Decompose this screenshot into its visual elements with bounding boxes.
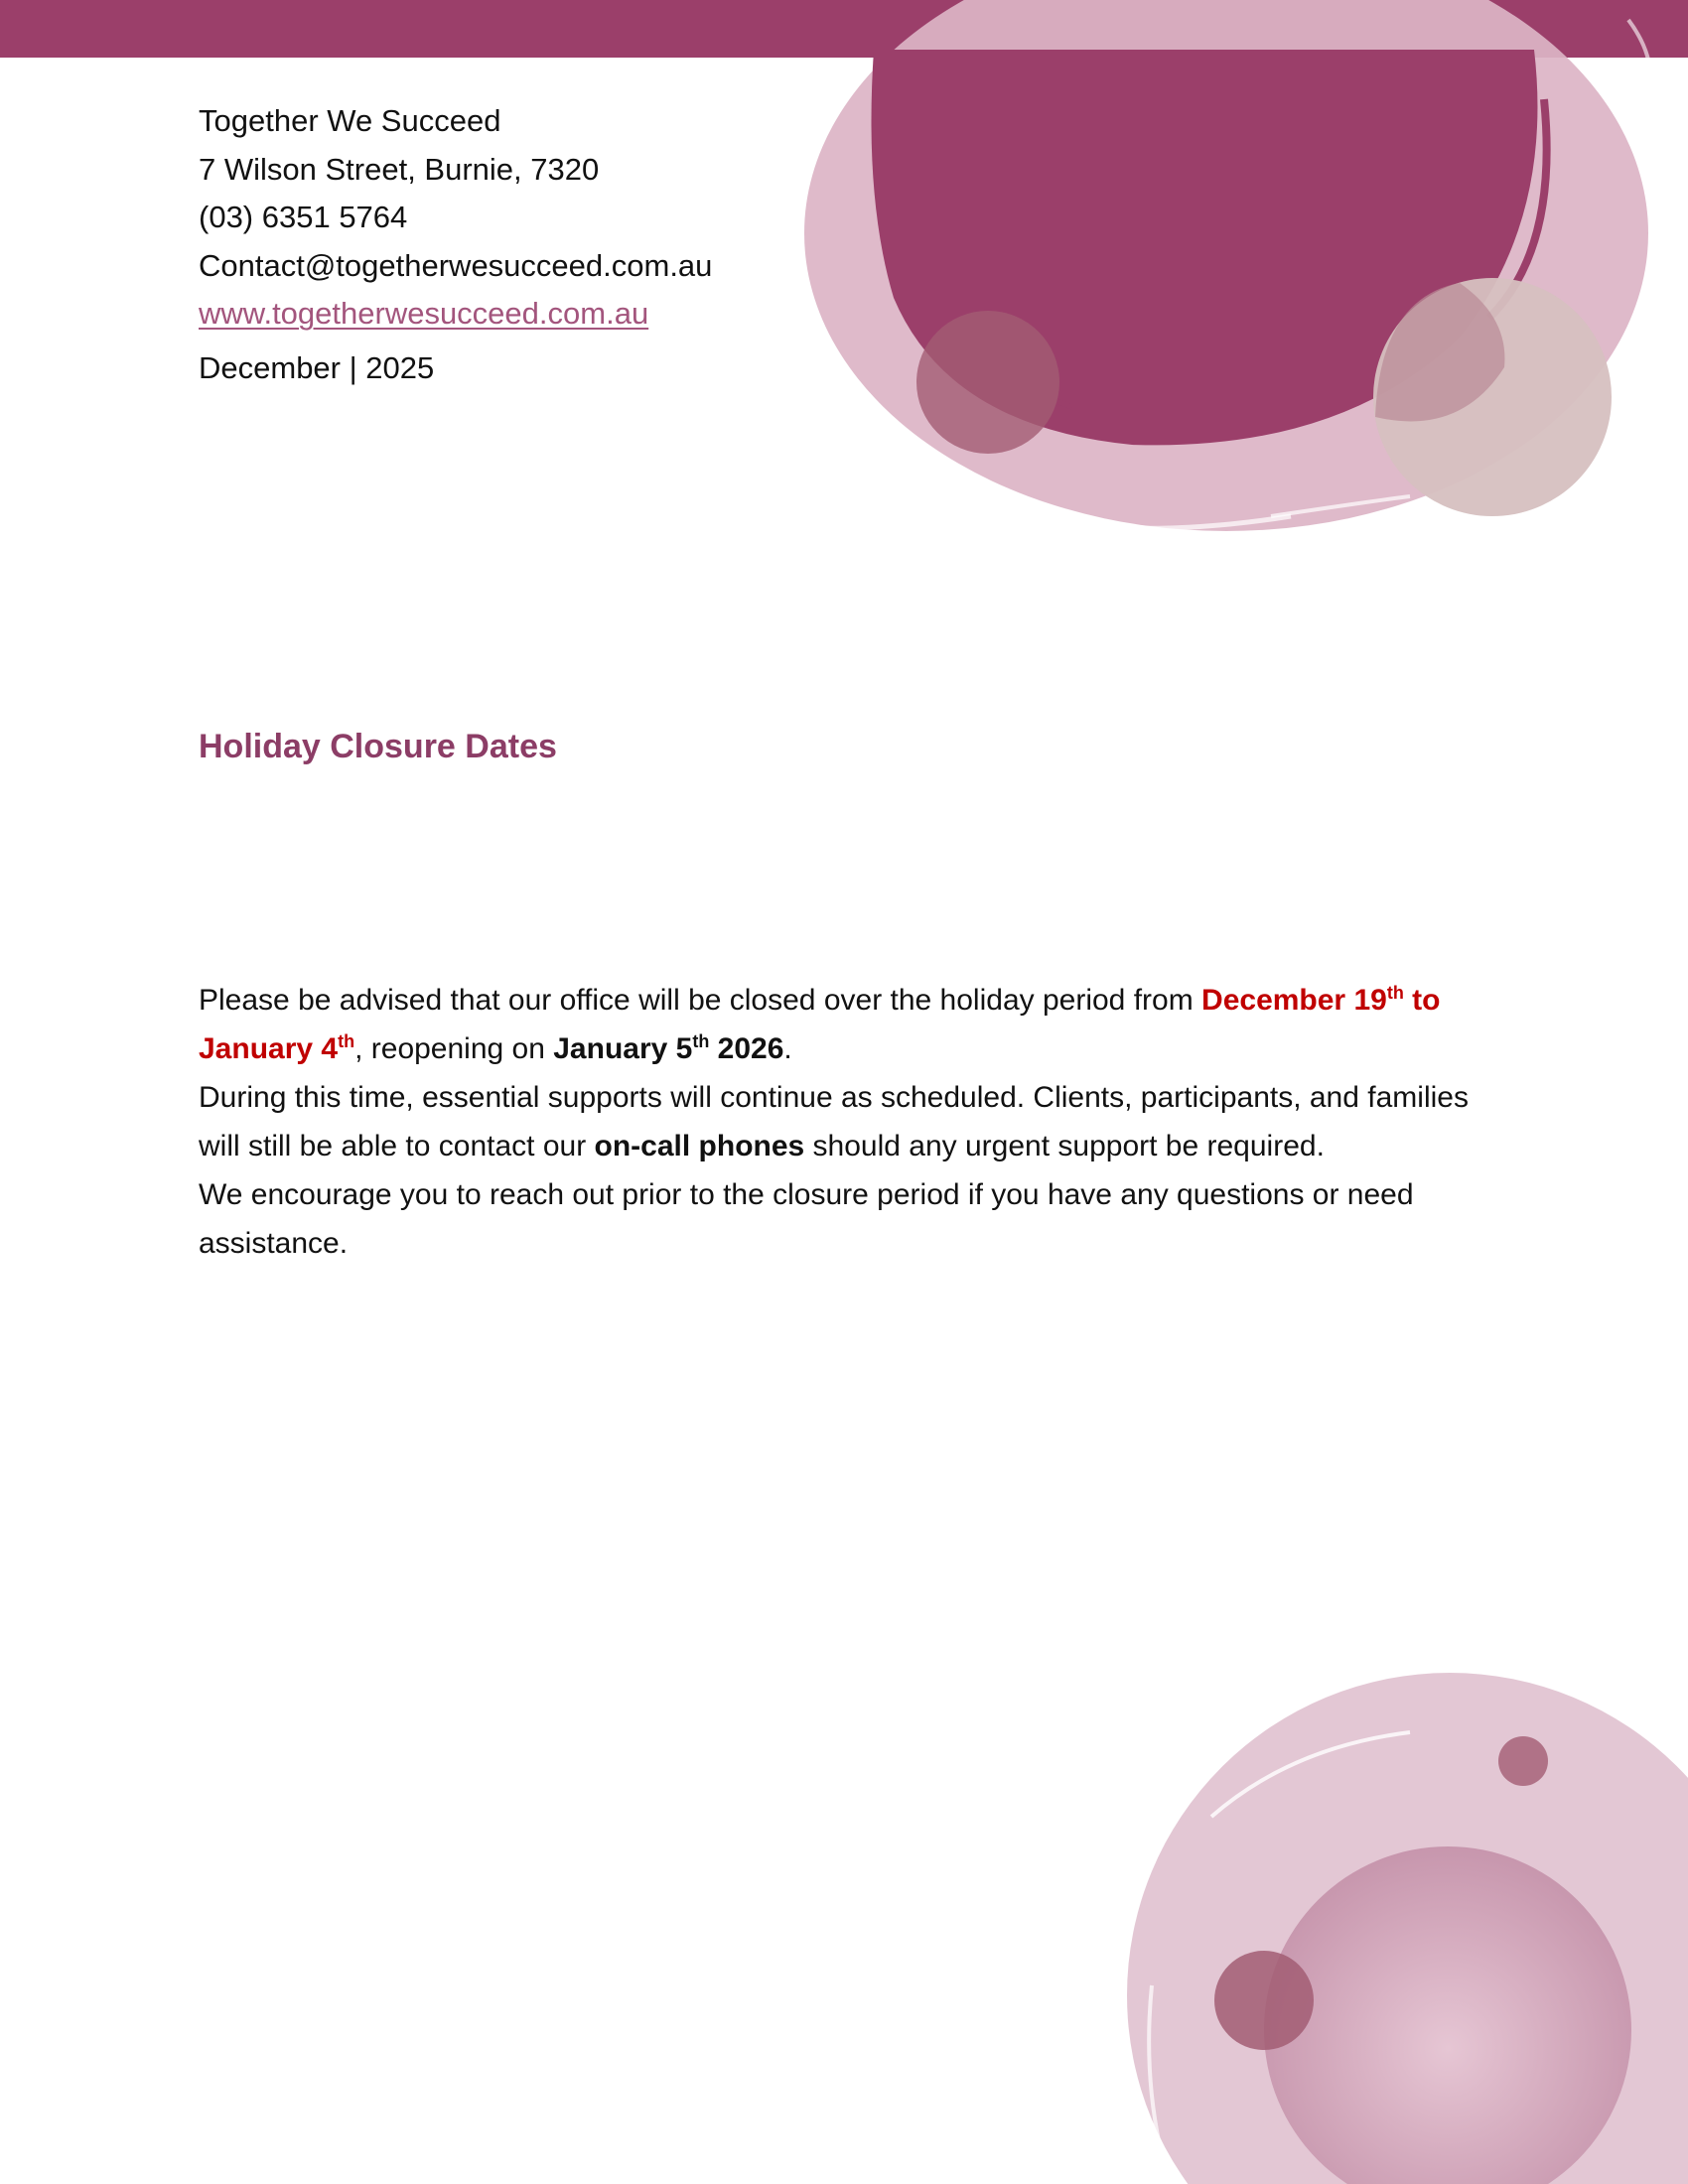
notice-body xyxy=(199,976,1489,1268)
top-dark-plum-circle xyxy=(872,50,1538,445)
contact-encouragement-paragraph: We encourage you to reach out prior to the closure period if you have any questions or need assistance. xyxy=(199,1178,1414,1260)
top-color-band xyxy=(0,0,1688,58)
reopening-date: January 5th 2026 xyxy=(553,1030,784,1065)
bottom-light-pink-circle xyxy=(1127,1673,1688,2184)
bottom-brush-streak-2 xyxy=(1149,1985,1167,2174)
org-address: 7 Wilson Street, Burnie, 7320 xyxy=(199,151,600,187)
top-light-pink-circle xyxy=(804,0,1648,531)
top-brush-streak-1 xyxy=(874,467,1291,528)
closure-intro-text: Please be advised that our office will be closed over the holiday period from xyxy=(199,984,1202,1017)
top-brush-streak-2 xyxy=(1271,496,1410,516)
on-call-phones-text: on-call phones xyxy=(594,1130,805,1162)
letterhead-contact-block xyxy=(199,97,834,392)
org-name: Together We Succeed xyxy=(199,103,501,138)
reopening-text: , reopening on xyxy=(354,1032,554,1065)
top-beige-overlap xyxy=(1375,283,1504,421)
website-link[interactable]: www.togetherwesucceed.com.au xyxy=(199,296,649,331)
org-phone: (03) 6351 5764 xyxy=(199,200,408,234)
top-mauve-circle xyxy=(916,311,1059,454)
closure-start-date: December 19th to xyxy=(1201,982,1441,1017)
letter-date: December | 2025 xyxy=(199,349,435,385)
closure-end-date: January 4th xyxy=(199,1030,355,1065)
bottom-mauve-circle-large xyxy=(1214,1951,1314,2050)
bottom-brush-streak-1 xyxy=(1211,1732,1410,1817)
bottom-mauve-circle-small xyxy=(1498,1736,1548,1786)
org-email: Contact@togetherwesucceed.com.au xyxy=(199,247,713,283)
top-plum-brush-edge xyxy=(1489,99,1547,318)
bottom-inner-gradient-circle xyxy=(1264,1846,1631,2184)
top-plum-brush-edge-2 xyxy=(953,333,1072,407)
support-paragraph: During this time, essential supports will continue as scheduled. Clients, participants, and families will still be able to contact our on-call phones should any urgent support be required. xyxy=(199,1081,1469,1162)
page-title: Holiday Closure Dates xyxy=(199,728,557,765)
closure-paragraph: Please be advised that our office will be closed over the holiday period from December 19th to January 4th, reopening on January 5th 2026. xyxy=(199,982,1441,1065)
top-beige-circle xyxy=(1373,278,1612,516)
